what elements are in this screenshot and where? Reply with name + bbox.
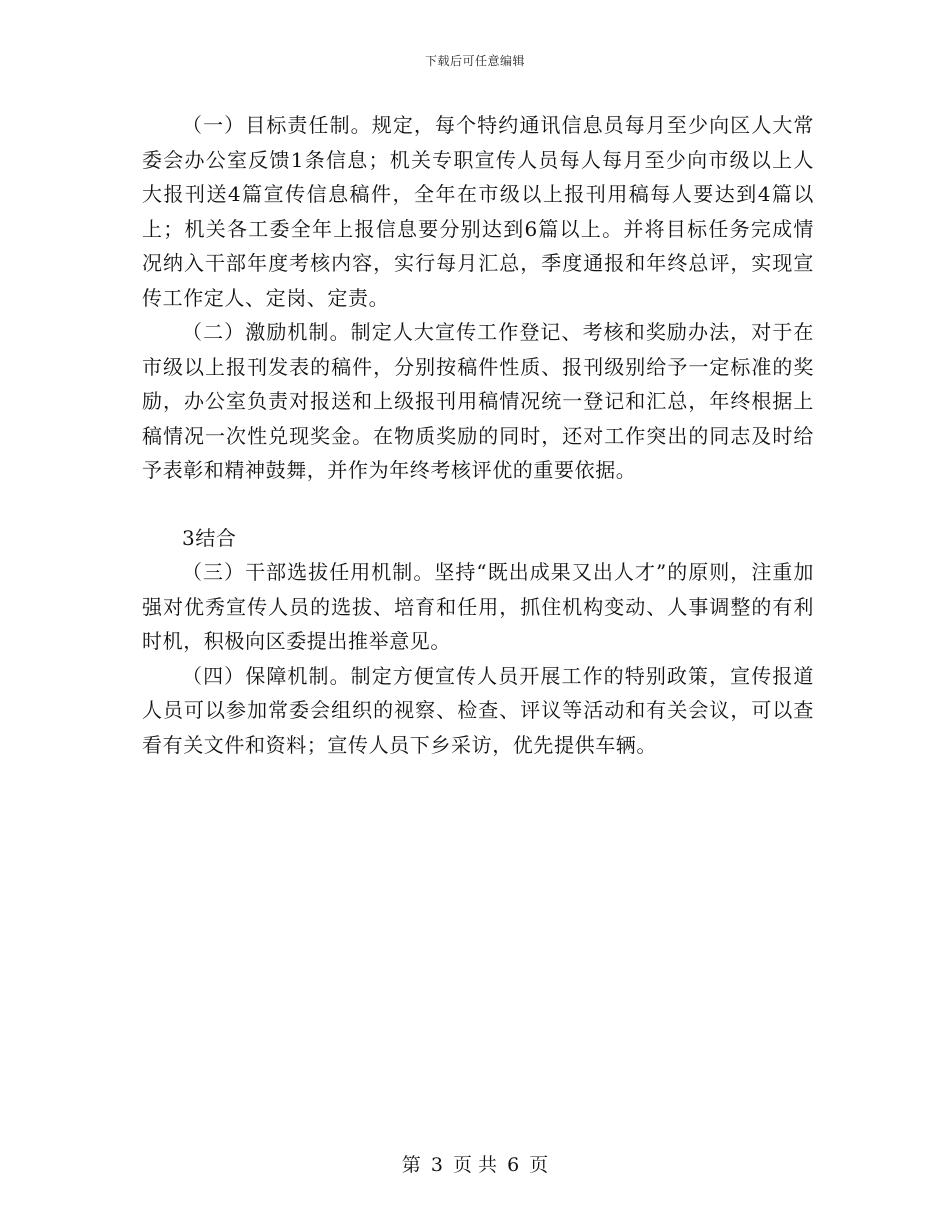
footer-middle: 页 共 xyxy=(452,1154,498,1176)
footer-total-pages: 6 xyxy=(507,1154,520,1176)
paragraph-guarantee-mechanism: （四）保障机制。制定方便宣传人员开展工作的特别政策，宣传报道人员可以参加常委会组织的视察、检查、评议等活动和有关会议，可以查看有关文件和资料；宣传人员下乡采访，优先提供车辆。 xyxy=(142,663,814,757)
section-heading: 3结合 xyxy=(182,525,237,550)
paragraph-target-responsibility: （一）目标责任制。规定，每个特约通讯信息员每月至少向区人大常委会办公室反馈1条信息；机关专职宣传人员每人每月至少向市级以上人大报刊送4篇宣传信息稿件，全年在市级以上报刊用稿每人要达到4篇以上；机关各工委全年上报信息要分别达到6篇以上。并将目标任务完成情况纳入干部年度考核内容，实行每月汇总，季度通报和年终总评，实现宣传工作定人、定岗、定责。 xyxy=(142,113,814,310)
paragraph-cadre-selection: （三）干部选拔任用机制。坚持“既出成果又出人才”的原则，注重加强对优秀宣传人员的选拔、培育和任用，抓住机构变动、人事调整的有利时机，积极向区委提出推举意见。 xyxy=(142,560,814,653)
document-body xyxy=(142,108,814,762)
section-gap xyxy=(142,488,814,521)
paragraph-incentive-mechanism: （二）激励机制。制定人大宣传工作登记、考核和奖励办法，对于在市级以上报刊发表的稿件，分别按稿件性质、报刊级别给予一定标准的奖励，办公室负责对报送和上级报刊用稿情况统一登记和汇总，年终根据上稿情况一次性兑现奖金。在物质奖励的同时，还对工作突出的同志及时给予表彰和精神鼓舞，并作为年终考核评优的重要依据。 xyxy=(142,320,814,482)
page-footer xyxy=(0,1150,950,1177)
footer-prefix: 第 xyxy=(401,1154,421,1176)
footer-suffix: 页 xyxy=(529,1154,549,1176)
footer-current-page: 3 xyxy=(430,1154,443,1176)
page-header: 下载后可任意编辑 xyxy=(424,54,525,68)
